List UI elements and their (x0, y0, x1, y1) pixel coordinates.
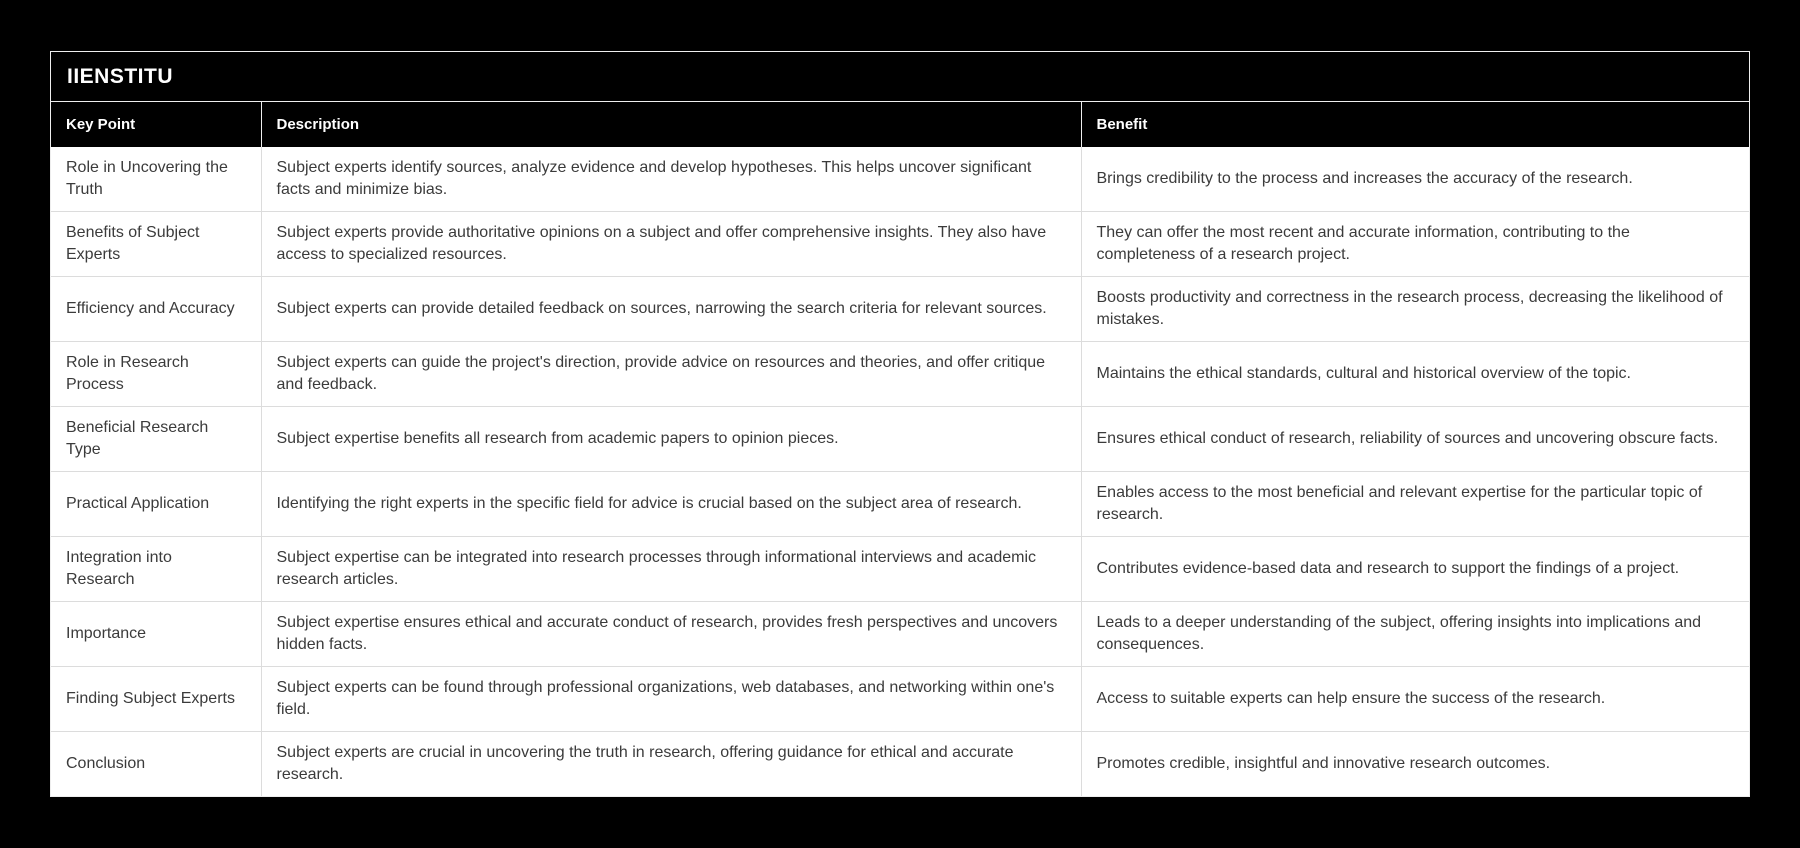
brand-title: IIENSTITU (67, 64, 174, 88)
benefit-cell: They can offer the most recent and accurate information, contributing to the completeness of a research project. (1081, 212, 1749, 277)
benefit-cell: Boosts productivity and correctness in the research process, decreasing the likelihood of mistakes. (1081, 277, 1749, 342)
table-card (50, 51, 1750, 797)
table-row (51, 602, 1749, 667)
description-cell: Subject experts are crucial in uncovering the truth in research, offering guidance for ethical and accurate research. (261, 732, 1081, 797)
table-row (51, 407, 1749, 472)
key-point-cell: Integration into Research (51, 537, 261, 602)
table-row (51, 537, 1749, 602)
column-header-benefit: Benefit (1081, 102, 1749, 147)
benefit-cell: Maintains the ethical standards, cultural and historical overview of the topic. (1081, 342, 1749, 407)
column-header-description: Description (261, 102, 1081, 147)
key-point-cell: Conclusion (51, 732, 261, 797)
benefit-cell: Access to suitable experts can help ensure the success of the research. (1081, 667, 1749, 732)
key-points-table (51, 102, 1749, 796)
key-point-cell: Role in Uncovering the Truth (51, 147, 261, 212)
description-cell: Subject expertise benefits all research from academic papers to opinion pieces. (261, 407, 1081, 472)
table-body (51, 147, 1749, 796)
table-header-row (51, 102, 1749, 147)
key-point-cell: Practical Application (51, 472, 261, 537)
benefit-cell: Leads to a deeper understanding of the subject, offering insights into implications and consequences. (1081, 602, 1749, 667)
key-point-cell: Role in Research Process (51, 342, 261, 407)
key-point-cell: Importance (51, 602, 261, 667)
benefit-cell: Ensures ethical conduct of research, reliability of sources and uncovering obscure facts. (1081, 407, 1749, 472)
table-row (51, 277, 1749, 342)
description-cell: Subject experts can provide detailed feedback on sources, narrowing the search criteria for relevant sources. (261, 277, 1081, 342)
key-point-cell: Finding Subject Experts (51, 667, 261, 732)
table-header (51, 102, 1749, 147)
table-row (51, 732, 1749, 797)
benefit-cell: Contributes evidence-based data and research to support the findings of a project. (1081, 537, 1749, 602)
description-cell: Subject expertise can be integrated into research processes through informational interviews and academic research articles. (261, 537, 1081, 602)
benefit-cell: Brings credibility to the process and increases the accuracy of the research. (1081, 147, 1749, 212)
description-cell: Subject experts can guide the project's direction, provide advice on resources and theories, and offer critique and feedback. (261, 342, 1081, 407)
key-point-cell: Beneficial Research Type (51, 407, 261, 472)
description-cell: Subject experts identify sources, analyze evidence and develop hypotheses. This helps uncover significant facts and minimize bias. (261, 147, 1081, 212)
table-row (51, 472, 1749, 537)
benefit-cell: Enables access to the most beneficial and relevant expertise for the particular topic of research. (1081, 472, 1749, 537)
table-row (51, 342, 1749, 407)
table-row (51, 667, 1749, 732)
description-cell: Identifying the right experts in the specific field for advice is crucial based on the subject area of research. (261, 472, 1081, 537)
description-cell: Subject experts provide authoritative opinions on a subject and offer comprehensive insights. They also have access to specialized resources. (261, 212, 1081, 277)
brand-title-bar (51, 52, 1749, 102)
table-row (51, 212, 1749, 277)
key-point-cell: Benefits of Subject Experts (51, 212, 261, 277)
benefit-cell: Promotes credible, insightful and innovative research outcomes. (1081, 732, 1749, 797)
column-header-key-point: Key Point (51, 102, 261, 147)
table-row (51, 147, 1749, 212)
description-cell: Subject experts can be found through professional organizations, web databases, and networking within one's field. (261, 667, 1081, 732)
key-point-cell: Efficiency and Accuracy (51, 277, 261, 342)
description-cell: Subject expertise ensures ethical and accurate conduct of research, provides fresh perspectives and uncovers hidden facts. (261, 602, 1081, 667)
